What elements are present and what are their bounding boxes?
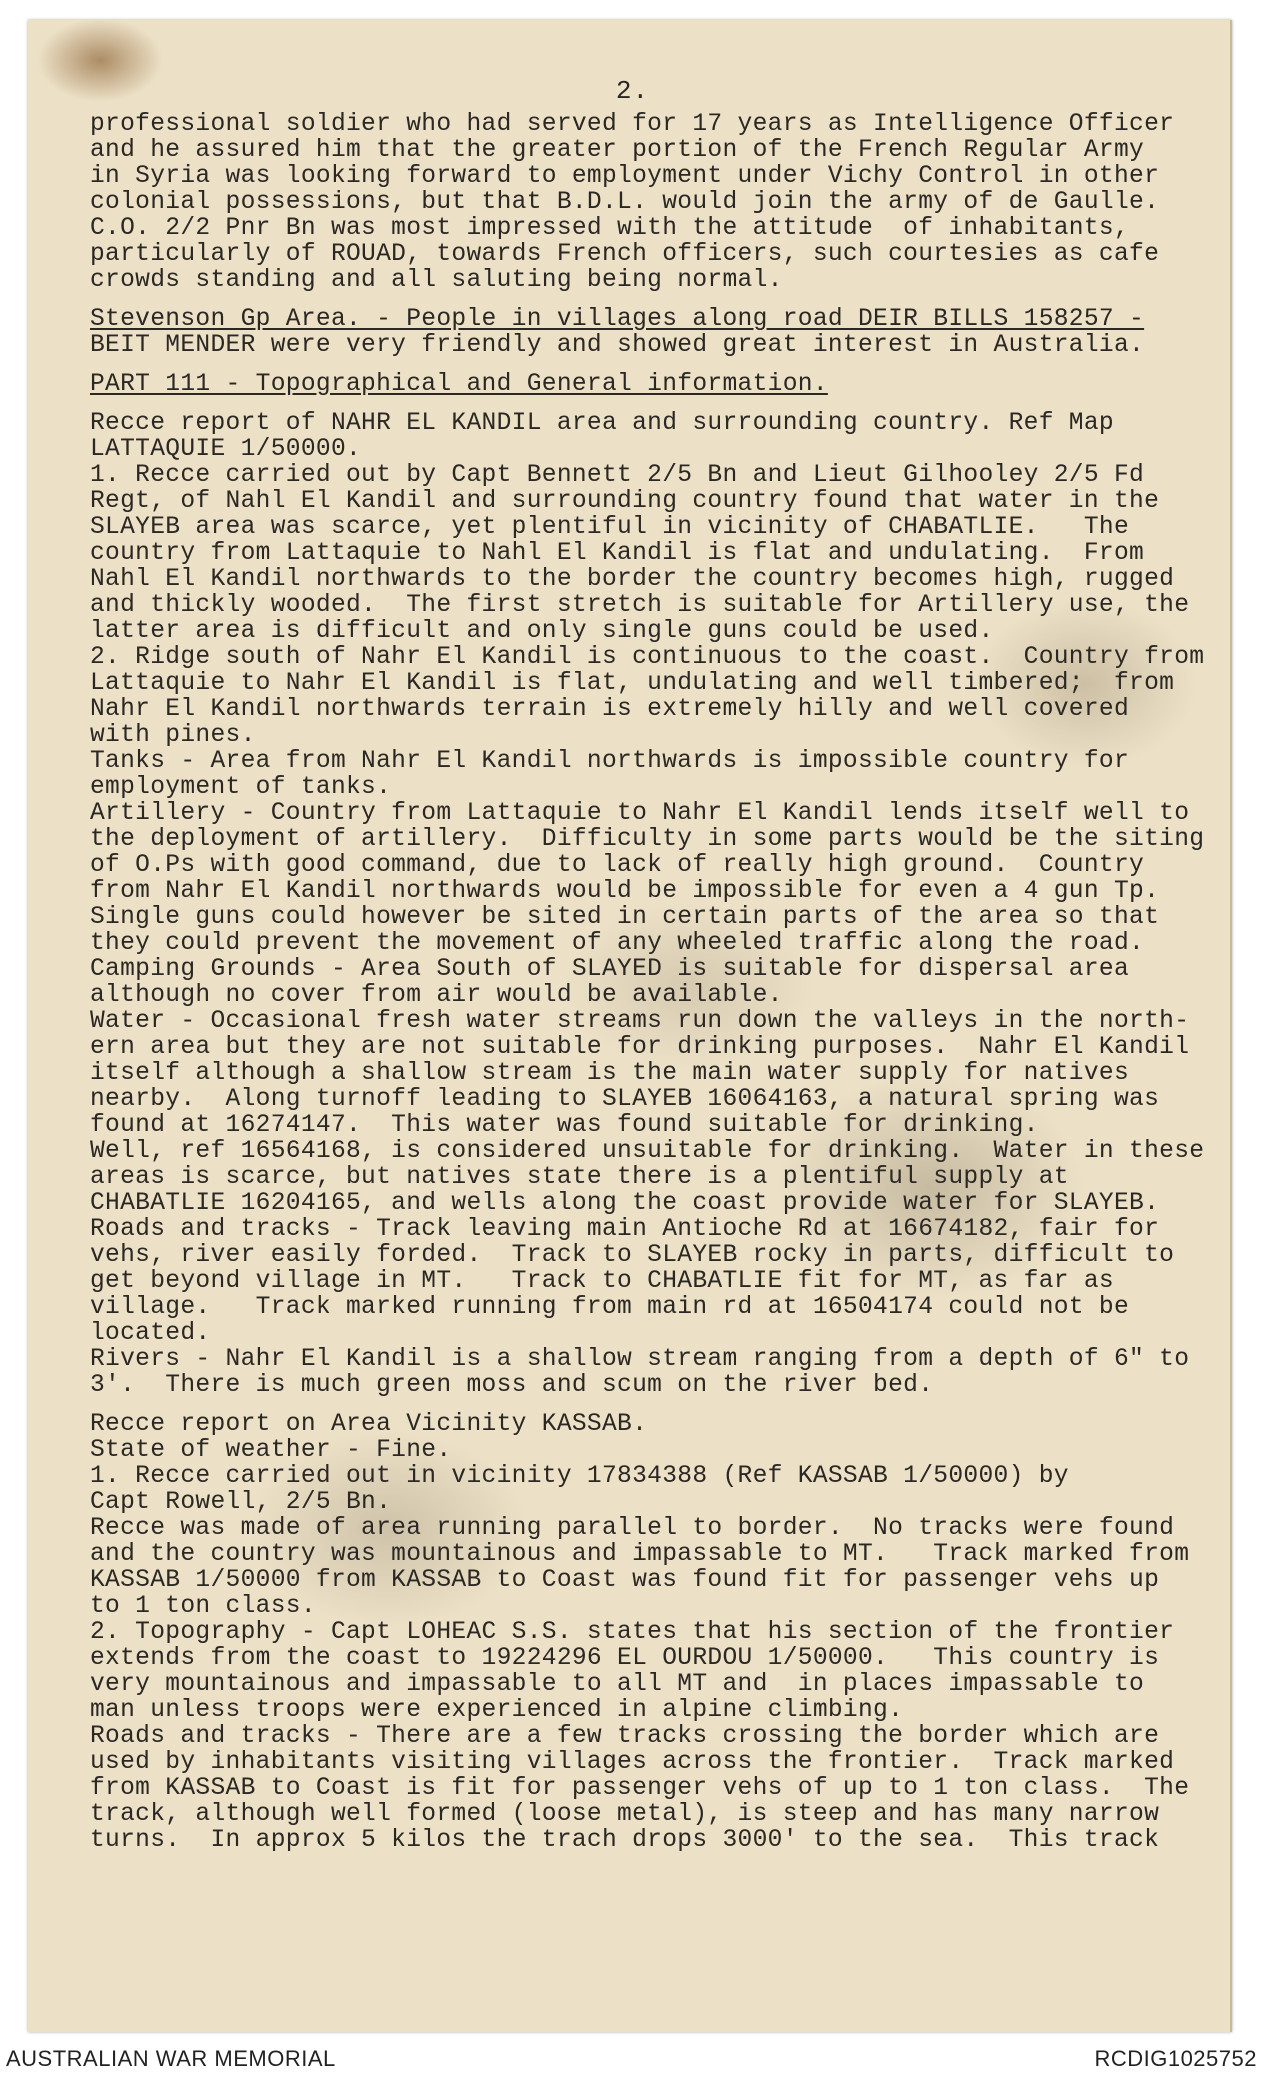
text-line: vehs, river easily forded. Track to SLAYEB rocky in parts, difficult to: [90, 1242, 1175, 1269]
text-line: C.O. 2/2 Pnr Bn was most impressed with the attitude of inhabitants,: [90, 215, 1130, 242]
text-line: Roads and tracks - Track leaving main Antioche Rd at 16674182, fair for: [90, 1216, 1160, 1243]
text-line: village. Track marked running from main rd at 16504174 could not be: [90, 1294, 1130, 1321]
page-number: 2.: [615, 76, 650, 106]
text-line: LATTAQUIE 1/50000.: [90, 436, 362, 463]
text-line: from KASSAB to Coast is fit for passenger vehs of up to 1 ton class. The: [90, 1775, 1190, 1802]
text-line: latter area is difficult and only single guns could be used.: [90, 618, 994, 645]
text-line: Roads and tracks - There are a few tracks crossing the border which are: [90, 1723, 1160, 1750]
text-line: located.: [90, 1320, 211, 1347]
text-line: country from Lattaquie to Nahl El Kandil is flat and undulating. From: [90, 540, 1145, 567]
text-line: Water - Occasional fresh water streams run down the valleys in the north-: [90, 1008, 1190, 1035]
text-line: and he assured him that the greater portion of the French Regular Army: [90, 137, 1145, 164]
text-line: particularly of ROUAD, towards French officers, such courtesies as cafe: [90, 241, 1160, 268]
text-line: Recce report on Area Vicinity KASSAB.: [90, 1411, 648, 1438]
text-line: 1. Recce carried out in vicinity 17834388 (Ref KASSAB 1/50000) by: [90, 1463, 1069, 1490]
text-line: very mountainous and impassable to all MT and in places impassable to: [90, 1671, 1145, 1698]
text-line: Lattaquie to Nahr El Kandil is flat, undulating and well timbered; from: [90, 670, 1175, 697]
text-line: Rivers - Nahr El Kandil is a shallow stream ranging from a depth of 6" to: [90, 1346, 1190, 1373]
section-heading-stevenson: Stevenson Gp Area. - People in villages along road DEIR BILLS 158257 -: [90, 306, 1145, 333]
part-heading: PART 111 - Topographical and General information.: [90, 371, 828, 398]
text-line: CHABATLIE 16204165, and wells along the coast provide water for SLAYEB.: [90, 1190, 1160, 1217]
text-line: employment of tanks.: [90, 774, 392, 801]
text-line: State of weather - Fine.: [90, 1437, 452, 1464]
text-line: colonial possessions, but that B.D.L. would join the army of de Gaulle.: [90, 189, 1160, 216]
text-line: Recce was made of area running parallel to border. No tracks were found: [90, 1515, 1175, 1542]
text-line: Nahr El Kandil northwards terrain is extremely hilly and well covered: [90, 696, 1130, 723]
text-line: and the country was mountainous and impassable to MT. Track marked from: [90, 1541, 1190, 1568]
text-line: from Nahr El Kandil northwards would be impossible for even a 4 gun Tp.: [90, 878, 1160, 905]
text-line: ern area but they are not suitable for drinking purposes. Nahr El Kandil: [90, 1034, 1190, 1061]
text-line: get beyond village in MT. Track to CHABATLIE fit for MT, as far as: [90, 1268, 1114, 1295]
text-line: SLAYEB area was scarce, yet plentiful in vicinity of CHABATLIE. The: [90, 514, 1130, 541]
footer-record-id: RCDIG1025752: [1094, 2046, 1257, 2071]
text-line: Well, ref 16564168, is considered unsuitable for drinking. Water in these: [90, 1138, 1205, 1165]
text-line: Artillery - Country from Lattaquie to Nahr El Kandil lends itself well to: [90, 800, 1190, 827]
text-line: areas is scarce, but natives state there is a plentiful supply at: [90, 1164, 1069, 1191]
text-line: Camping Grounds - Area South of SLAYED is suitable for dispersal area: [90, 956, 1130, 983]
text-line: itself although a shallow stream is the main water supply for natives: [90, 1060, 1130, 1087]
text-line: Recce report of NAHR EL KANDIL area and surrounding country. Ref Map: [90, 410, 1114, 437]
text-line: found at 16274147. This water was found suitable for drinking.: [90, 1112, 1039, 1139]
archive-footer: [0, 2046, 1265, 2076]
text-line: in Syria was looking forward to employment under Vichy Control in other: [90, 163, 1160, 190]
text-line: turns. In approx 5 kilos the trach drops 3000' to the sea. This track: [90, 1827, 1160, 1854]
text-line: 1. Recce carried out by Capt Bennett 2/5 Bn and Lieut Gilhooley 2/5 Fd: [90, 462, 1145, 489]
document-body: [90, 112, 1230, 1854]
text-line: extends from the coast to 19224296 EL OURDOU 1/50000. This country is: [90, 1645, 1160, 1672]
text-line: the deployment of artillery. Difficulty in some parts would be the siting: [90, 826, 1205, 853]
text-line: Nahl El Kandil northwards to the border the country becomes high, rugged: [90, 566, 1175, 593]
text-line: crowds standing and all saluting being normal.: [90, 267, 783, 294]
text-line: of O.Ps with good command, due to lack of really high ground. Country: [90, 852, 1145, 879]
text-line: with pines.: [90, 722, 256, 749]
text-line: track, although well formed (loose metal), is steep and has many narrow: [90, 1801, 1160, 1828]
text-line: Tanks - Area from Nahr El Kandil northwards is impossible country for: [90, 748, 1130, 775]
text-line: [90, 307, 1230, 333]
text-line: BEIT MENDER were very friendly and showed great interest in Australia.: [90, 332, 1145, 359]
footer-institution: AUSTRALIAN WAR MEMORIAL: [6, 2046, 336, 2071]
text-line: although no cover from air would be available.: [90, 982, 783, 1009]
text-line: 2. Ridge south of Nahr El Kandil is continuous to the coast. Country from: [90, 644, 1205, 671]
text-line: Regt, of Nahl El Kandil and surrounding country found that water in the: [90, 488, 1160, 515]
text-line: 3'. There is much green moss and scum on the river bed.: [90, 1372, 934, 1399]
text-line: 2. Topography - Capt LOHEAC S.S. states that his section of the frontier: [90, 1619, 1175, 1646]
text-line: they could prevent the movement of any wheeled traffic along the road.: [90, 930, 1145, 957]
text-line: man unless troops were experienced in alpine climbing.: [90, 1697, 904, 1724]
text-line: used by inhabitants visiting villages across the frontier. Track marked: [90, 1749, 1175, 1776]
text-line: and thickly wooded. The first stretch is suitable for Artillery use, the: [90, 592, 1190, 619]
text-line: to 1 ton class.: [90, 1593, 316, 1620]
text-line: KASSAB 1/50000 from KASSAB to Coast was found fit for passenger vehs up: [90, 1567, 1160, 1594]
text-line: Single guns could however be sited in certain parts of the area so that: [90, 904, 1160, 931]
text-line: Capt Rowell, 2/5 Bn.: [90, 1489, 392, 1516]
text-line: professional soldier who had served for 17 years as Intelligence Officer: [90, 111, 1175, 138]
text-line: nearby. Along turnoff leading to SLAYEB 16064163, a natural spring was: [90, 1086, 1160, 1113]
